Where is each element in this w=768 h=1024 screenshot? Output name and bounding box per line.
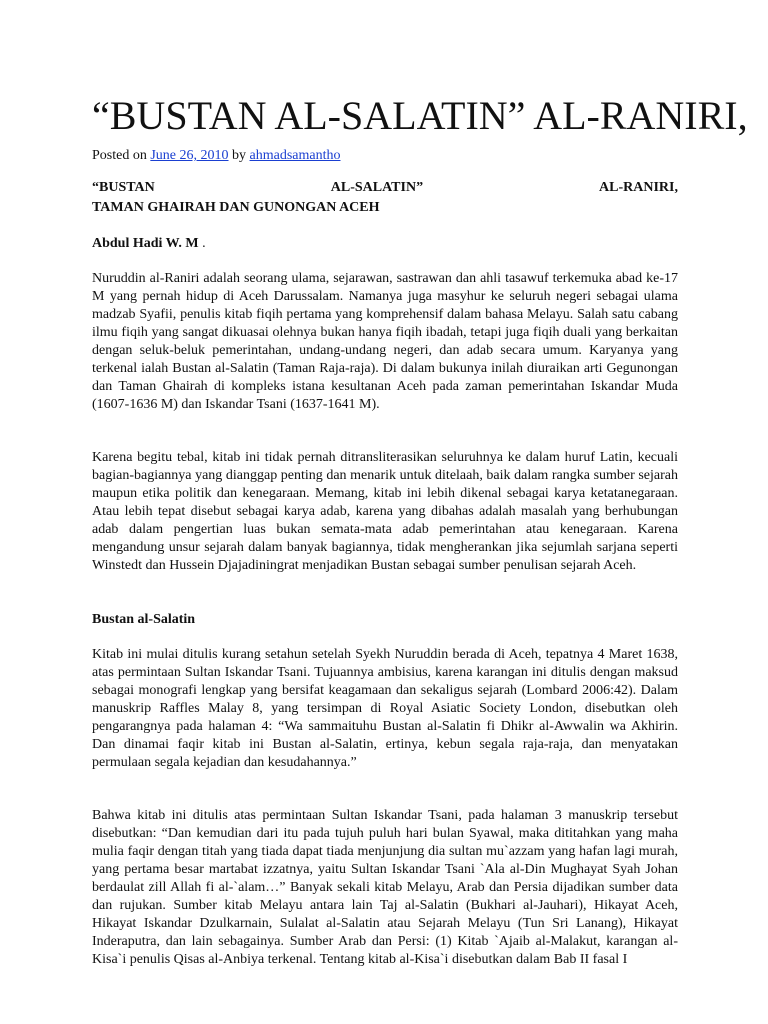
byline-author [92,234,206,254]
paragraph-1: Nuruddin al-Raniri adalah seorang ulama, sejarawan, sastrawan dan ahli tasawuf terkemuka abad ke-17 M yang pernah hidup di Aceh Darussalam. Namanya juga masyhur ke seluruh negeri sebagai ulama madzab Syafii, penulis kitab fiqih pertama yang komprehensif dalam bahasa Melayu. Salah satu cabang ilmu fiqih yang sangat dikuasai olehnya bukan hanya fiqih ibadah, tetapi juga fiqih duali yang berkaitan dengan seluk-beluk pemerintahan, undang-undang negeri, dan adab secara umum. Karyanya yang terkenal ialah Bustan al-Salatin (Taman Raja-raja). Di dalam bukunya inilah diuraikan arti Gegunongan dan Taman Ghairah di kompleks istana kesultanan Aceh pada zaman pemerintahan Iskandar Muda (1607-1636 M) dan Iskandar Tsani (1637-1641 M). [92,271,678,412]
subhead-part-2: AL-SALATIN” [330,180,424,195]
article-title: “BUSTAN AL-SALATIN” AL-RANIRI, [92,93,748,138]
post-meta [92,146,341,166]
posted-on-label: Posted on [92,148,147,163]
author-link[interactable]: ahmadsamantho [249,148,341,163]
author-name: Abdul Hadi W. M [92,236,199,251]
section-heading: Bustan al-Salatin [92,612,196,627]
article-subheading [92,178,678,218]
post-date-link[interactable]: June 26, 2010 [150,148,229,163]
paragraph-3: Kitab ini mulai ditulis kurang setahun setelah Syekh Nuruddin berada di Aceh, tepatnya 4 Maret 1638, atas permintaan Sultan Iskandar Tsani. Tujuannya ambisius, karena karangan ini ditulis dengan maksud sebagai monografi lengkap yang bersifat keagamaan dan sekaligus sejarah (Lombard 2006:42). Dalam manuskrip Raffles Malay 8, yang tersimpan di Royal Asiatic Society London, disebutkan oleh pengarangnya pada halaman 4: “Wa sammaituhu Bustan al-Salatin fi Dhikr al-Awwalin wa Akhirin. Dan dinamai faqir kitab ini Bustan al-Salatin, ertinya, kebun segala raja-raja, dan menyatakan permulaan segala kejadian dan kesudahannya.” [92,647,678,770]
subhead-part-3: AL-RANIRI, [599,180,678,195]
by-label: by [232,148,247,163]
author-dot: . [202,236,206,251]
subhead-line-2: TAMAN GHAIRAH DAN GUNONGAN ACEH [92,200,380,215]
paragraph-4: Bahwa kitab ini ditulis atas permintaan Sultan Iskandar Tsani, pada halaman 3 manuskrip tersebut disebutkan: “Dan kemudian dari itu pada tujuh puluh hari bulan Syawal, maka dititahkan yang maha mulia faqir dengan titah yang tiada dapat tiada menjunjung dia sultan mu`azzam yang hafan lagi murah, yang pertama besar martabat izzatnya, yaitu Sultan Iskandar Tsani `Ala al-Din Mughayat Syah Johan berdaulat zill Allah fi al-`alam…” Banyak sekali kitab Melayu, Arab dan Persia dijadikan sumber data dan rujukan. Sumber kitab Melayu antara lain Taj al-Salatin (Bukhari al-Jauhari), Hikayat Aceh, Hikayat Iskandar Dzulkarnain, Sulalat al-Salatin atau Sejarah Melayu (Tun Sri Lanang), Hikayat Inderaputra, dan lain sebagainya. Sumber Arab dan Persi: (1) Kitab `Ajaib al-Malakut, karangan al-Kisa`i penulis Qisas al-Anbiya terkenal. Tentang kitab al-Kisa`i disebutkan dalam Bab II fasal I [92,808,678,967]
paragraph-2: Karena begitu tebal, kitab ini tidak pernah ditransliterasikan seluruhnya ke dalam huruf Latin, kecuali bagian-bagiannya yang dianggap penting dan menarik untuk ditelaah, baik dalam rangka sumber sejarah maupun etika politik dan kenegaraan. Memang, kitab ini lebih dikenal sebagai karya ketatanegaraan. Atau lebih tepat disebut sebagai karya adab, karena yang dibahas adalah masalah yang berhubungan adab dalam pengertian luas bukan semata-mata adab pemerintahan atau kenegaraan. Karena mengandung unsur sejarah dalam banyak bagiannya, tidak mengherankan jika sejumlah sarjana seperti Winstedt dan Hussein Djajadiningrat menjadikan Bustan sebagai sumber penulisan sejarah Aceh. [92,450,678,573]
subhead-part-1: “BUSTAN [92,180,155,195]
